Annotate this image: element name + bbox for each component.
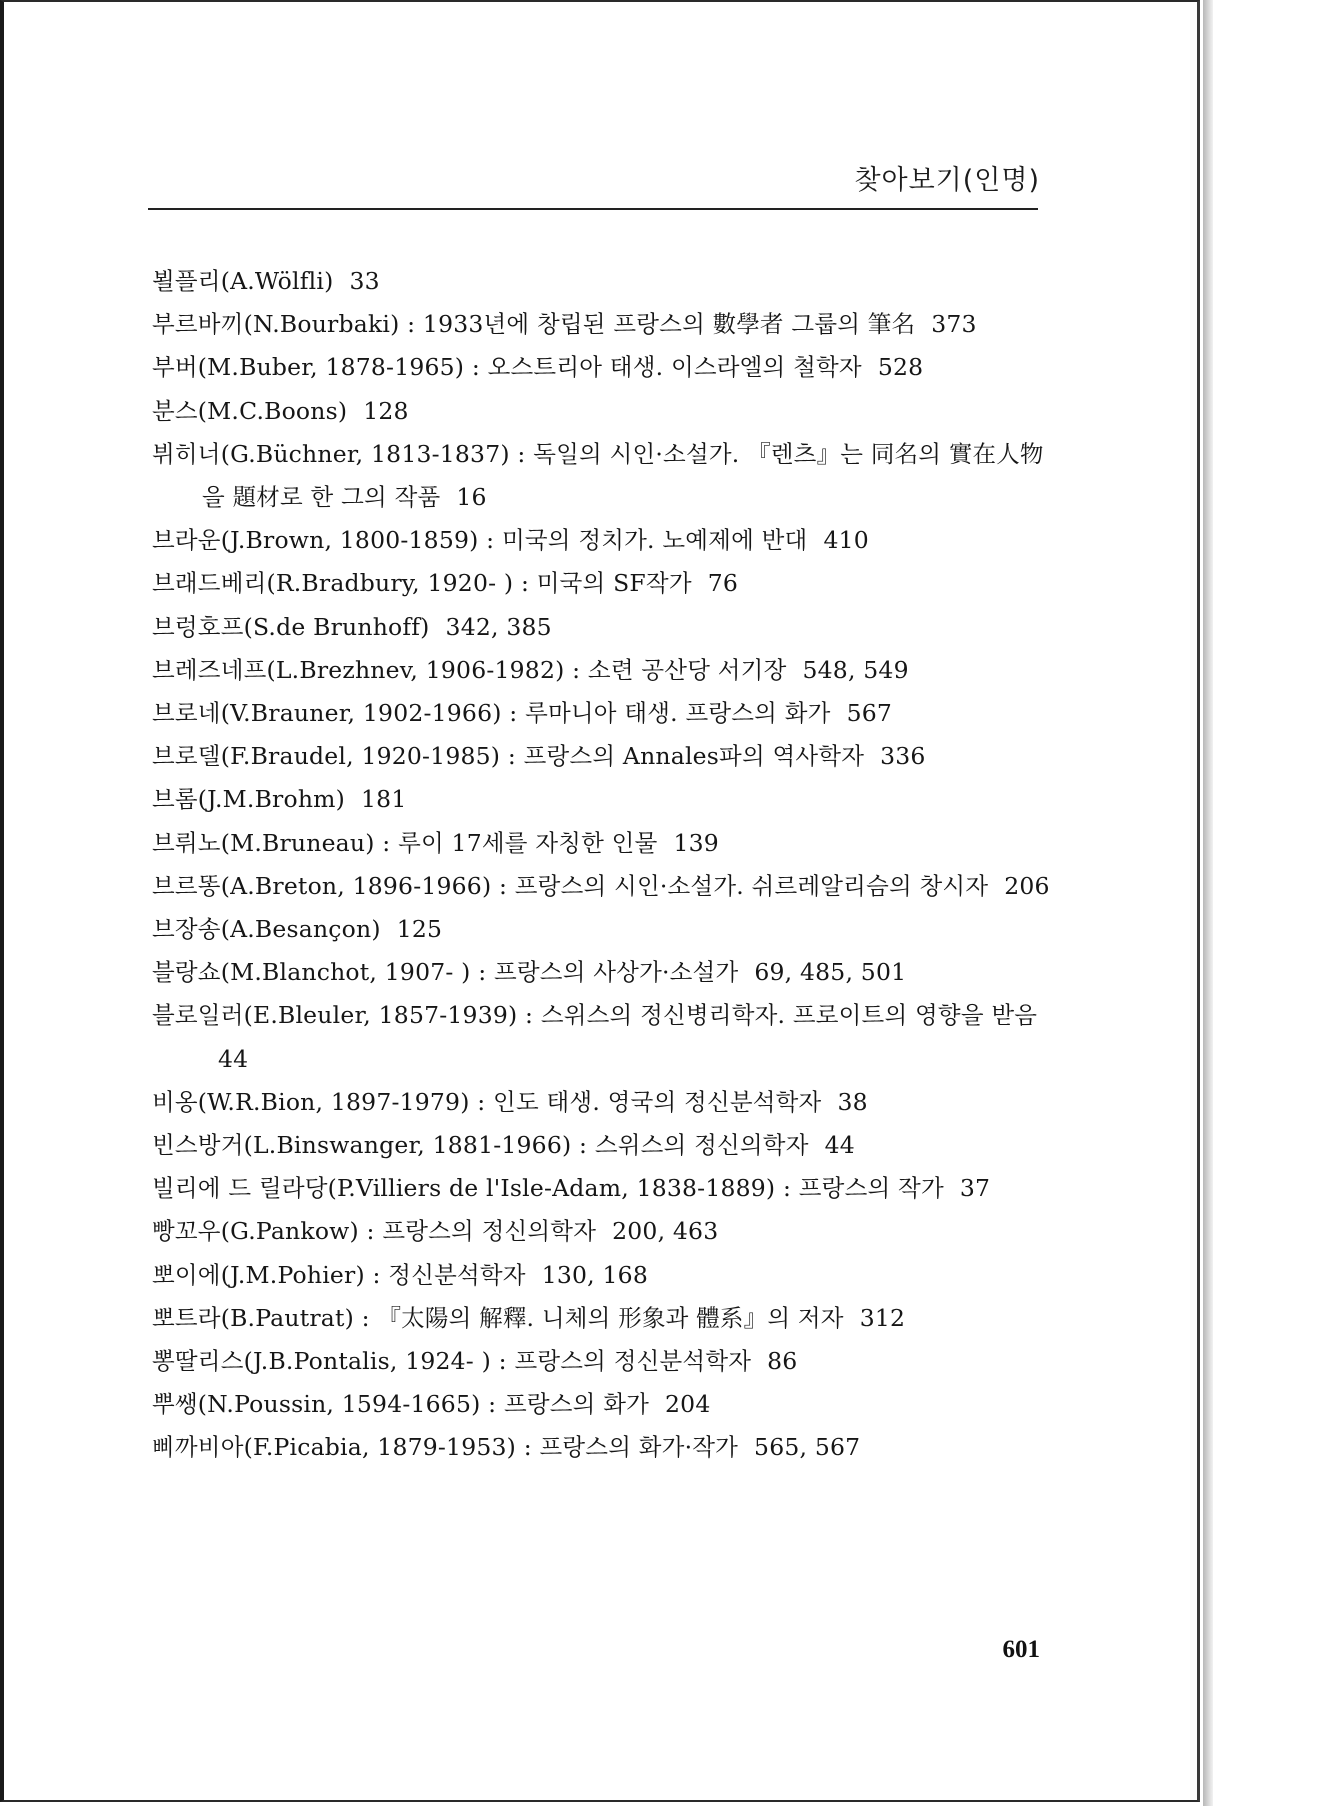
index-entry [152, 1081, 1060, 1124]
entry-name: 빵꼬우(G.Pankow) [152, 1217, 359, 1246]
entry-pages: 204 [665, 1390, 711, 1419]
index-entry [152, 1297, 1060, 1340]
entry-pages: 528 [877, 353, 924, 382]
entry-name: 블로일러(E.Bleuler, 1857-1939) [152, 1001, 518, 1030]
entry-description: : 미국의 SF작가 [513, 569, 692, 598]
header-rule [148, 208, 1038, 210]
entry-name: 빌리에 드 릴라당(P.Villiers de l'Isle-Adam, 1838-1889) [152, 1174, 776, 1203]
entry-pages: 128 [363, 396, 409, 425]
entry-description: : 정신분석학자 [364, 1260, 526, 1289]
index-entry [152, 1383, 1060, 1426]
entry-name: 브렁호프(S.de Brunhoff) [152, 612, 430, 641]
entry-pages: 37 [959, 1174, 991, 1203]
entry-pages: 139 [673, 828, 719, 857]
entry-description: : 『太陽의 解釋. 니체의 形象과 體系』의 저자 [354, 1303, 844, 1332]
entry-description: : 프랑스의 사상가·소설가 [470, 958, 739, 987]
entry-description: : 스위스의 정신의학자 [571, 1131, 809, 1160]
index-entry [152, 735, 1060, 778]
entry-name: 브레즈네프(L.Brezhnev, 1906-1982) [152, 655, 565, 684]
entry-name: 뿌쌩(N.Poussin, 1594-1665) [152, 1390, 481, 1419]
entry-pages: 33 [349, 267, 380, 295]
entry-pages: 565, 567 [754, 1433, 861, 1462]
entry-description: : 프랑스의 작가 [775, 1174, 944, 1203]
entry-name: 부버(M.Buber, 1878-1965) [152, 353, 465, 382]
entry-pages: 130, 168 [541, 1260, 648, 1289]
page-edge-shadow [1203, 0, 1213, 1806]
index-entry [152, 303, 1060, 346]
entry-pages: 181 [361, 785, 407, 814]
index-entry [152, 1426, 1060, 1469]
entry-pages: 200, 463 [612, 1217, 719, 1246]
entry-description: : 인도 태생. 영국의 정신분석학자 [469, 1087, 822, 1116]
index-entry [152, 390, 1060, 433]
running-head: 찾아보기(인명) [854, 165, 1040, 196]
entry-description: : 프랑스의 화가 [480, 1390, 650, 1419]
entry-description: : 루마니아 태생. 프랑스의 화가 [501, 699, 831, 728]
entry-name: 빈스방거(L.Binswanger, 1881-1966) [152, 1131, 572, 1160]
entry-pages: 548, 549 [802, 655, 909, 684]
entry-description: : 루이 17세를 자칭한 인물 [374, 828, 658, 857]
index-entry [152, 692, 1060, 735]
entry-description: : 프랑스의 정신분석학자 [491, 1347, 752, 1376]
entry-pages: 16 [456, 483, 487, 512]
entry-description: : 독일의 시인·소설가. 『렌츠』는 同名의 實在人物을 題材로 한 그의 작품 [202, 439, 1044, 512]
index-entry [152, 260, 1060, 303]
entry-name: 브장송(A.Besançon) [152, 915, 381, 944]
entry-pages: 373 [931, 310, 977, 339]
entry-pages: 76 [707, 569, 739, 598]
entry-name: 뽕딸리스(J.B.Pontalis, 1924- ) [152, 1347, 491, 1376]
entry-name: 브뤼노(M.Bruneau) [152, 828, 375, 857]
entry-pages: 69, 485, 501 [754, 958, 907, 987]
entry-pages: 44 [824, 1131, 855, 1160]
index-entry [152, 865, 1060, 908]
entry-name: 브라운(J.Brown, 1800-1859) [152, 526, 479, 555]
entry-pages: 312 [859, 1303, 906, 1332]
name-index-list [152, 260, 1060, 1470]
entry-name: 브로델(F.Braudel, 1920-1985) [152, 742, 501, 771]
entry-name: 부르바끼(N.Bourbaki) [152, 310, 400, 339]
entry-description: : 소련 공산당 서기장 [564, 655, 787, 684]
entry-description: : 미국의 정치가. 노예제에 반대 [478, 526, 808, 555]
entry-pages: 206 [1004, 871, 1050, 900]
index-entry [152, 994, 1060, 1080]
entry-name: 비옹(W.R.Bion, 1897-1979) [152, 1087, 470, 1116]
entry-name: 뵐플리(A.Wölfli) [152, 267, 334, 295]
entry-description: : 프랑스의 정신의학자 [358, 1217, 597, 1246]
index-entry [152, 951, 1060, 994]
index-entry [152, 822, 1060, 865]
entry-description: : 1933년에 창립된 프랑스의 數學者 그룹의 筆名 [399, 310, 916, 339]
index-entry [152, 1124, 1060, 1167]
index-entry [152, 606, 1060, 649]
entry-name: 블랑쇼(M.Blanchot, 1907- ) [152, 958, 471, 987]
index-entry [152, 778, 1060, 821]
entry-name: 브래드베리(R.Bradbury, 1920- ) [152, 569, 514, 598]
index-entry [152, 433, 1060, 519]
index-entry [152, 1167, 1060, 1210]
entry-pages: 86 [767, 1347, 798, 1376]
entry-description: : 프랑스의 화가·작가 [516, 1433, 739, 1462]
entry-name: 브롬(J.M.Brohm) [152, 785, 346, 814]
index-entry [152, 519, 1060, 562]
page-number: 601 [1002, 1636, 1040, 1663]
entry-description: : 오스트리아 태생. 이스라엘의 철학자 [464, 353, 862, 382]
index-entry [152, 908, 1060, 951]
entry-description: : 프랑스의 Annales파의 역사학자 [500, 742, 865, 771]
entry-pages: 38 [837, 1087, 868, 1116]
entry-pages: 125 [396, 915, 443, 944]
entry-name: 브르똥(A.Breton, 1896-1966) [152, 871, 492, 900]
entry-name: 분스(M.C.Boons) [152, 396, 348, 425]
entry-name: 뽀트라(B.Pautrat) [152, 1303, 355, 1332]
entry-name: 뽀이에(J.M.Pohier) [152, 1260, 365, 1289]
entry-name: 브로네(V.Brauner, 1902-1966) [152, 699, 502, 728]
entry-pages: 44 [218, 1044, 249, 1073]
entry-pages: 336 [880, 742, 926, 771]
entry-pages: 410 [823, 526, 869, 555]
entry-description: : 스위스의 정신병리학자. 프로이트의 영향을 받음 [517, 1001, 1038, 1030]
entry-name: 뷔히너(G.Büchner, 1813-1837) [152, 439, 510, 468]
index-entry [152, 346, 1060, 389]
index-entry [152, 649, 1060, 692]
index-entry [152, 1254, 1060, 1297]
index-entry [152, 562, 1060, 605]
entry-name: 삐까비아(F.Picabia, 1879-1953) [152, 1433, 517, 1462]
entry-description: : 프랑스의 시인·소설가. 쉬르레알리슴의 창시자 [491, 871, 989, 900]
index-entry [152, 1340, 1060, 1383]
entry-pages: 342, 385 [445, 612, 552, 641]
entry-pages: 567 [846, 699, 893, 728]
index-entry [152, 1210, 1060, 1253]
